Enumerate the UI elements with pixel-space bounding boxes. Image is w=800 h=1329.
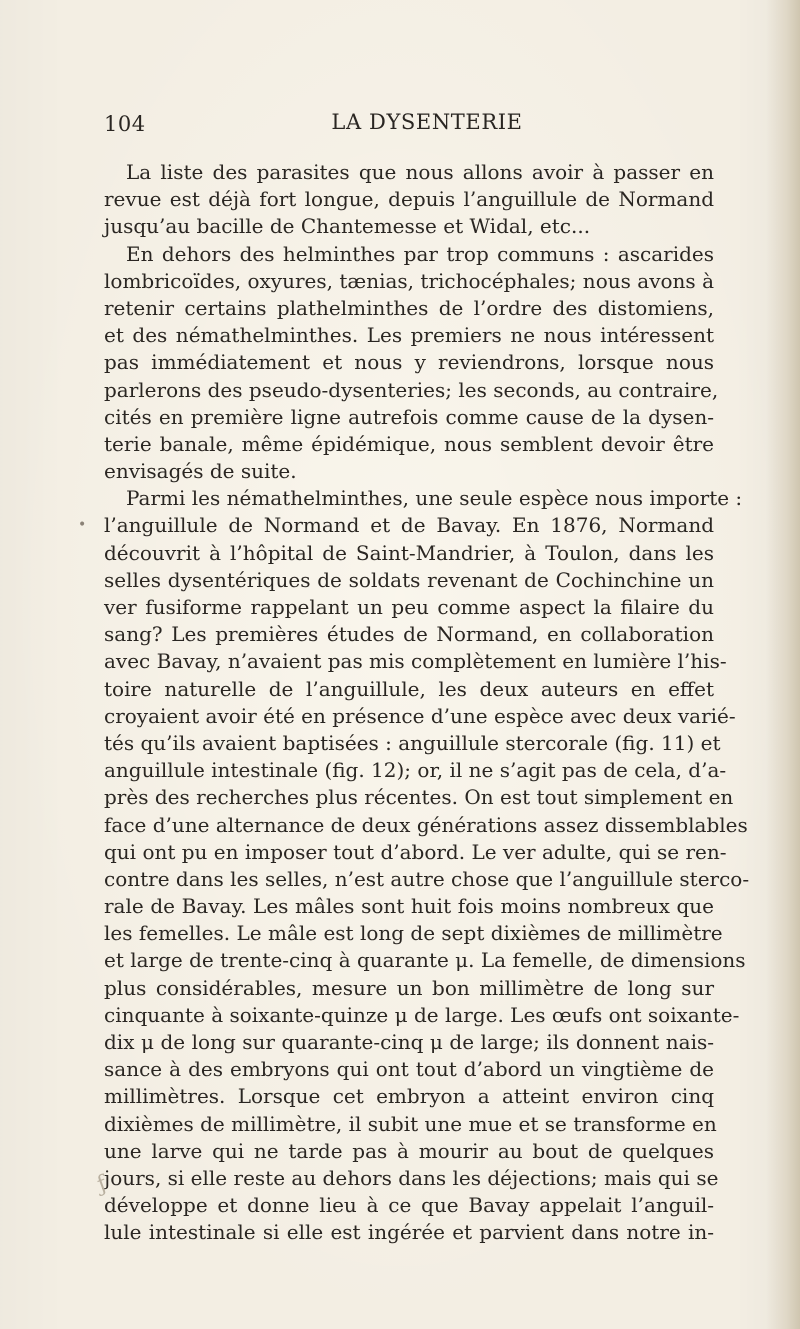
text-line: ver fusiforme rappelant un peu comme aspect la filaire du [104,595,714,619]
text-line: qui ont pu en imposer tout d’abord. Le ver adulte, qui se ren- [104,839,727,864]
text-line: dix μ de long sur quarante-cinq μ de large; ils donnent nais- [104,1030,714,1054]
text-line: jusqu’au bacille de Chantemesse et Widal, etc... [104,214,591,239]
body-text [104,159,750,1247]
text-line: avec Bavay, n’avaient pas mis complètement en lumière l’his- [104,649,727,674]
text-line: terie banale, même épidémique, nous semblent devoir être [104,431,714,456]
text-line: revue est déjà fort longue, depuis l’anguillule de Normand [104,187,714,212]
text-line: sance à des embryons qui ont tout d’abord un vingtième de [104,1057,714,1082]
running-title: LA DYSENTERIE [331,110,523,134]
text-line: toire naturelle de l’anguillule, les deux auteurs en effet [104,676,714,701]
text-line: l’anguillule de Normand et de Bavay. En 1876, Normand [104,513,714,538]
running-head [104,106,710,136]
text-line: les femelles. Le mâle est long de sept dixièmes de millimètre [104,921,723,946]
text-line: rale de Bavay. Les mâles sont huit fois moins nombreux que [104,894,714,919]
text-line: plus considérables, mesure un bon millimètre de long sur [104,975,714,1000]
text-line: dixièmes de millimètre, il subit une mue et se transforme en [104,1111,717,1136]
page-number: 104 [104,112,146,136]
text-line: selles dysentériques de soldats revenant de Cochinchine un [104,567,714,592]
text-line: parlerons des pseudo-dysenteries; les seconds, au contraire, [104,377,719,402]
text-line: et des némathelminthes. Les premiers ne nous intéressent [104,323,714,348]
text-line: Parmi les némathelminthes, une seule espèce nous importe : [126,486,743,511]
text-line: En dehors des helminthes par trop communs : ascarides [126,241,714,266]
pencil-mark: ƒ [93,1171,111,1198]
text-line: près des recherches plus récentes. On est tout simplement en [104,785,734,810]
text-line: lule intestinale si elle est ingérée et parvient dans notre in- [104,1220,714,1245]
text-line: contre dans les selles, n’est autre chose que l’anguillule sterco- [104,866,750,891]
text-line: anguillule intestinale (fig. 12); or, il ne s’agit pas de cela, d’a- [104,758,727,783]
text-line: face d’une alternance de deux générations assez dissemblables [104,812,748,837]
text-line: et large de trente-cinq à quarante μ. La femelle, de dimensions [104,948,746,973]
page-edge-shadow [766,0,800,1329]
text-line: La liste des parasites que nous allons avoir à passer en [126,160,714,184]
text-line: pas immédiatement et nous y reviendrons, lorsque nous [104,350,714,375]
text-line: tés qu’ils avaient baptisées : anguillule stercorale (fig. 11) et [104,730,721,755]
text-line: cinquante à soixante-quinze μ de large. Les œufs ont soixante- [104,1002,740,1027]
text-line: cités en première ligne autrefois comme cause de la dysen- [104,404,714,429]
text-line: développe et donne lieu à ce que Bavay appelait l’anguil- [104,1193,714,1218]
text-line: lombricoïdes, oxyures, tænias, trichocéphales; nous avons à [104,268,714,293]
text-line: retenir certains plathelminthes de l’ordre des distomiens, [104,295,714,320]
text-line: croyaient avoir été en présence d’une espèce avec deux varié- [104,703,736,728]
text-line: millimètres. Lorsque cet embryon a atteint environ cinq [104,1084,714,1109]
text-line: une larve qui ne tarde pas à mourir au bout de quelques [104,1138,714,1163]
margin-speck: • [78,517,87,533]
text-line: envisagés de suite. [104,459,297,484]
text-line: découvrit à l’hôpital de Saint-Mandrier, à Toulon, dans les [104,540,714,565]
text-line: sang? Les premières études de Normand, en collaboration [104,622,714,647]
text-line: jours, si elle reste au dehors dans les déjections; mais qui se [104,1165,719,1190]
